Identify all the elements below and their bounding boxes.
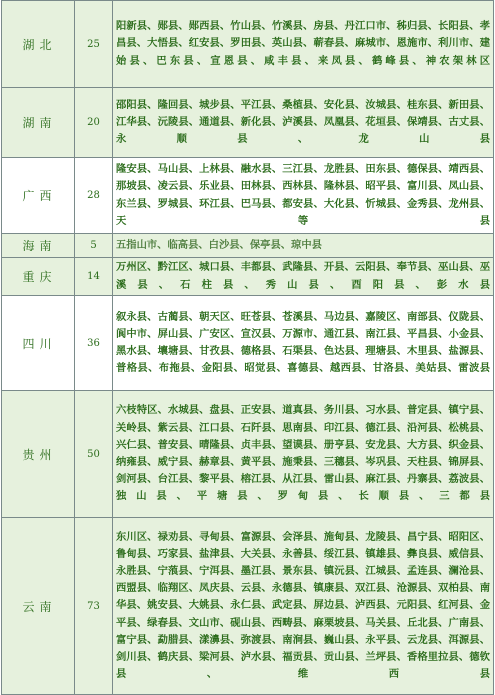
count-cell: 73: [75, 518, 113, 695]
province-cell: 贵州: [2, 391, 75, 518]
province-cell: 海南: [2, 234, 75, 258]
province-cell: 四川: [2, 296, 75, 391]
table-row-hainan: [2, 234, 494, 258]
province-cell: 云南: [2, 518, 75, 695]
table-row-sichuan: [2, 296, 494, 391]
table-row-chongqing: [2, 258, 494, 296]
counties-cell: 叙永县、古蔺县、朝天区、旺苍县、苍溪县、马边县、嘉陵区、南部县、仪陇县、阆中市、屏山县、广安区、宣汉县、万源市、通江县、南江县、平昌县、小金县、黑水县、壤塘县、甘孜县、德格县、石渠县、色达县、理塘县、木里县、盐源县、普格县、布拖县、金阳县、昭觉县、喜德县、越西县、甘洛县、美姑县、雷波县: [113, 296, 494, 391]
province-cell: 重庆: [2, 258, 75, 296]
counties-cell: 五指山市、临高县、白沙县、保亭县、琼中县: [113, 234, 494, 258]
province-cell: 湖南: [2, 88, 75, 158]
table-row-guizhou: [2, 391, 494, 518]
counties-cell: 邵阳县、隆回县、城步县、平江县、桑植县、安化县、汝城县、桂东县、新田县、江华县、沅陵县、通道县、新化县、泸溪县、凤凰县、花垣县、保靖县、古丈县、永顺县、龙山县: [113, 88, 494, 158]
counties-cell: 东川区、禄劝县、寻甸县、富源县、会泽县、施甸县、龙陵县、昌宁县、昭阳区、鲁甸县、巧家县、盐津县、大关县、永善县、绥江县、镇雄县、彝良县、威信县、永胜县、宁蒗县、宁洱县、墨江县、景东县、镇沅县、江城县、孟连县、澜沧县、西盟县、临翔区、凤庆县、云县、永德县、镇康县、双江县、沧源县、双柏县、南华县、姚安县、大姚县、永仁县、武定县、屏边县、泸西县、元阳县、红河县、金平县、绿春县、文山市、砚山县、西畴县、麻栗坡县、马关县、丘北县、广南县、富宁县、勐腊县、漾濞县、弥渡县、南涧县、巍山县、永平县、云龙县、洱源县、剑川县、鹤庆县、梁河县、泸水县、福贡县、贡山县、兰坪县、香格里拉县、德钦县、维西县: [113, 518, 494, 695]
poverty-county-table: [1, 0, 494, 695]
counties-cell: 阳新县、郧县、郧西县、竹山县、竹溪县、房县、丹江口市、秭归县、长阳县、孝昌县、大悟县、红安县、罗田县、英山县、蕲春县、麻城市、恩施市、利川市、建始县、巴东县、宣恩县、咸丰县、来凤县、鹤峰县、神农架林区: [113, 1, 494, 88]
counties-cell: 万州区、黔江区、城口县、丰都县、武隆县、开县、云阳县、奉节县、巫山县、巫溪县、石柱县、秀山县、酉阳县、彭水县: [113, 258, 494, 296]
table-row-guangxi: [2, 158, 494, 234]
counties-cell: 隆安县、马山县、上林县、融水县、三江县、龙胜县、田东县、德保县、靖西县、那坡县、凌云县、乐业县、田林县、西林县、隆林县、昭平县、富川县、凤山县、东兰县、罗城县、环江县、巴马县、都安县、大化县、忻城县、金秀县、龙州县、天等县: [113, 158, 494, 234]
count-cell: 25: [75, 1, 113, 88]
count-cell: 5: [75, 234, 113, 258]
table-row-hunan: [2, 88, 494, 158]
count-cell: 28: [75, 158, 113, 234]
province-cell: 湖北: [2, 1, 75, 88]
province-cell: 广西: [2, 158, 75, 234]
count-cell: 50: [75, 391, 113, 518]
table-row-hubei: [2, 1, 494, 88]
counties-cell: 六枝特区、水城县、盘县、正安县、道真县、务川县、习水县、普定县、镇宁县、关岭县、紫云县、江口县、石阡县、思南县、印江县、德江县、沿河县、松桃县、兴仁县、普安县、晴隆县、贞丰县、望谟县、册亨县、安龙县、大方县、织金县、纳雍县、威宁县、赫章县、黄平县、施秉县、三穗县、岑巩县、天柱县、锦屏县、剑河县、台江县、黎平县、榕江县、从江县、雷山县、麻江县、丹寨县、荔波县、独山县、平塘县、罗甸县、长顺县、三都县: [113, 391, 494, 518]
count-cell: 36: [75, 296, 113, 391]
count-cell: 20: [75, 88, 113, 158]
table-row-yunnan: [2, 518, 494, 695]
count-cell: 14: [75, 258, 113, 296]
